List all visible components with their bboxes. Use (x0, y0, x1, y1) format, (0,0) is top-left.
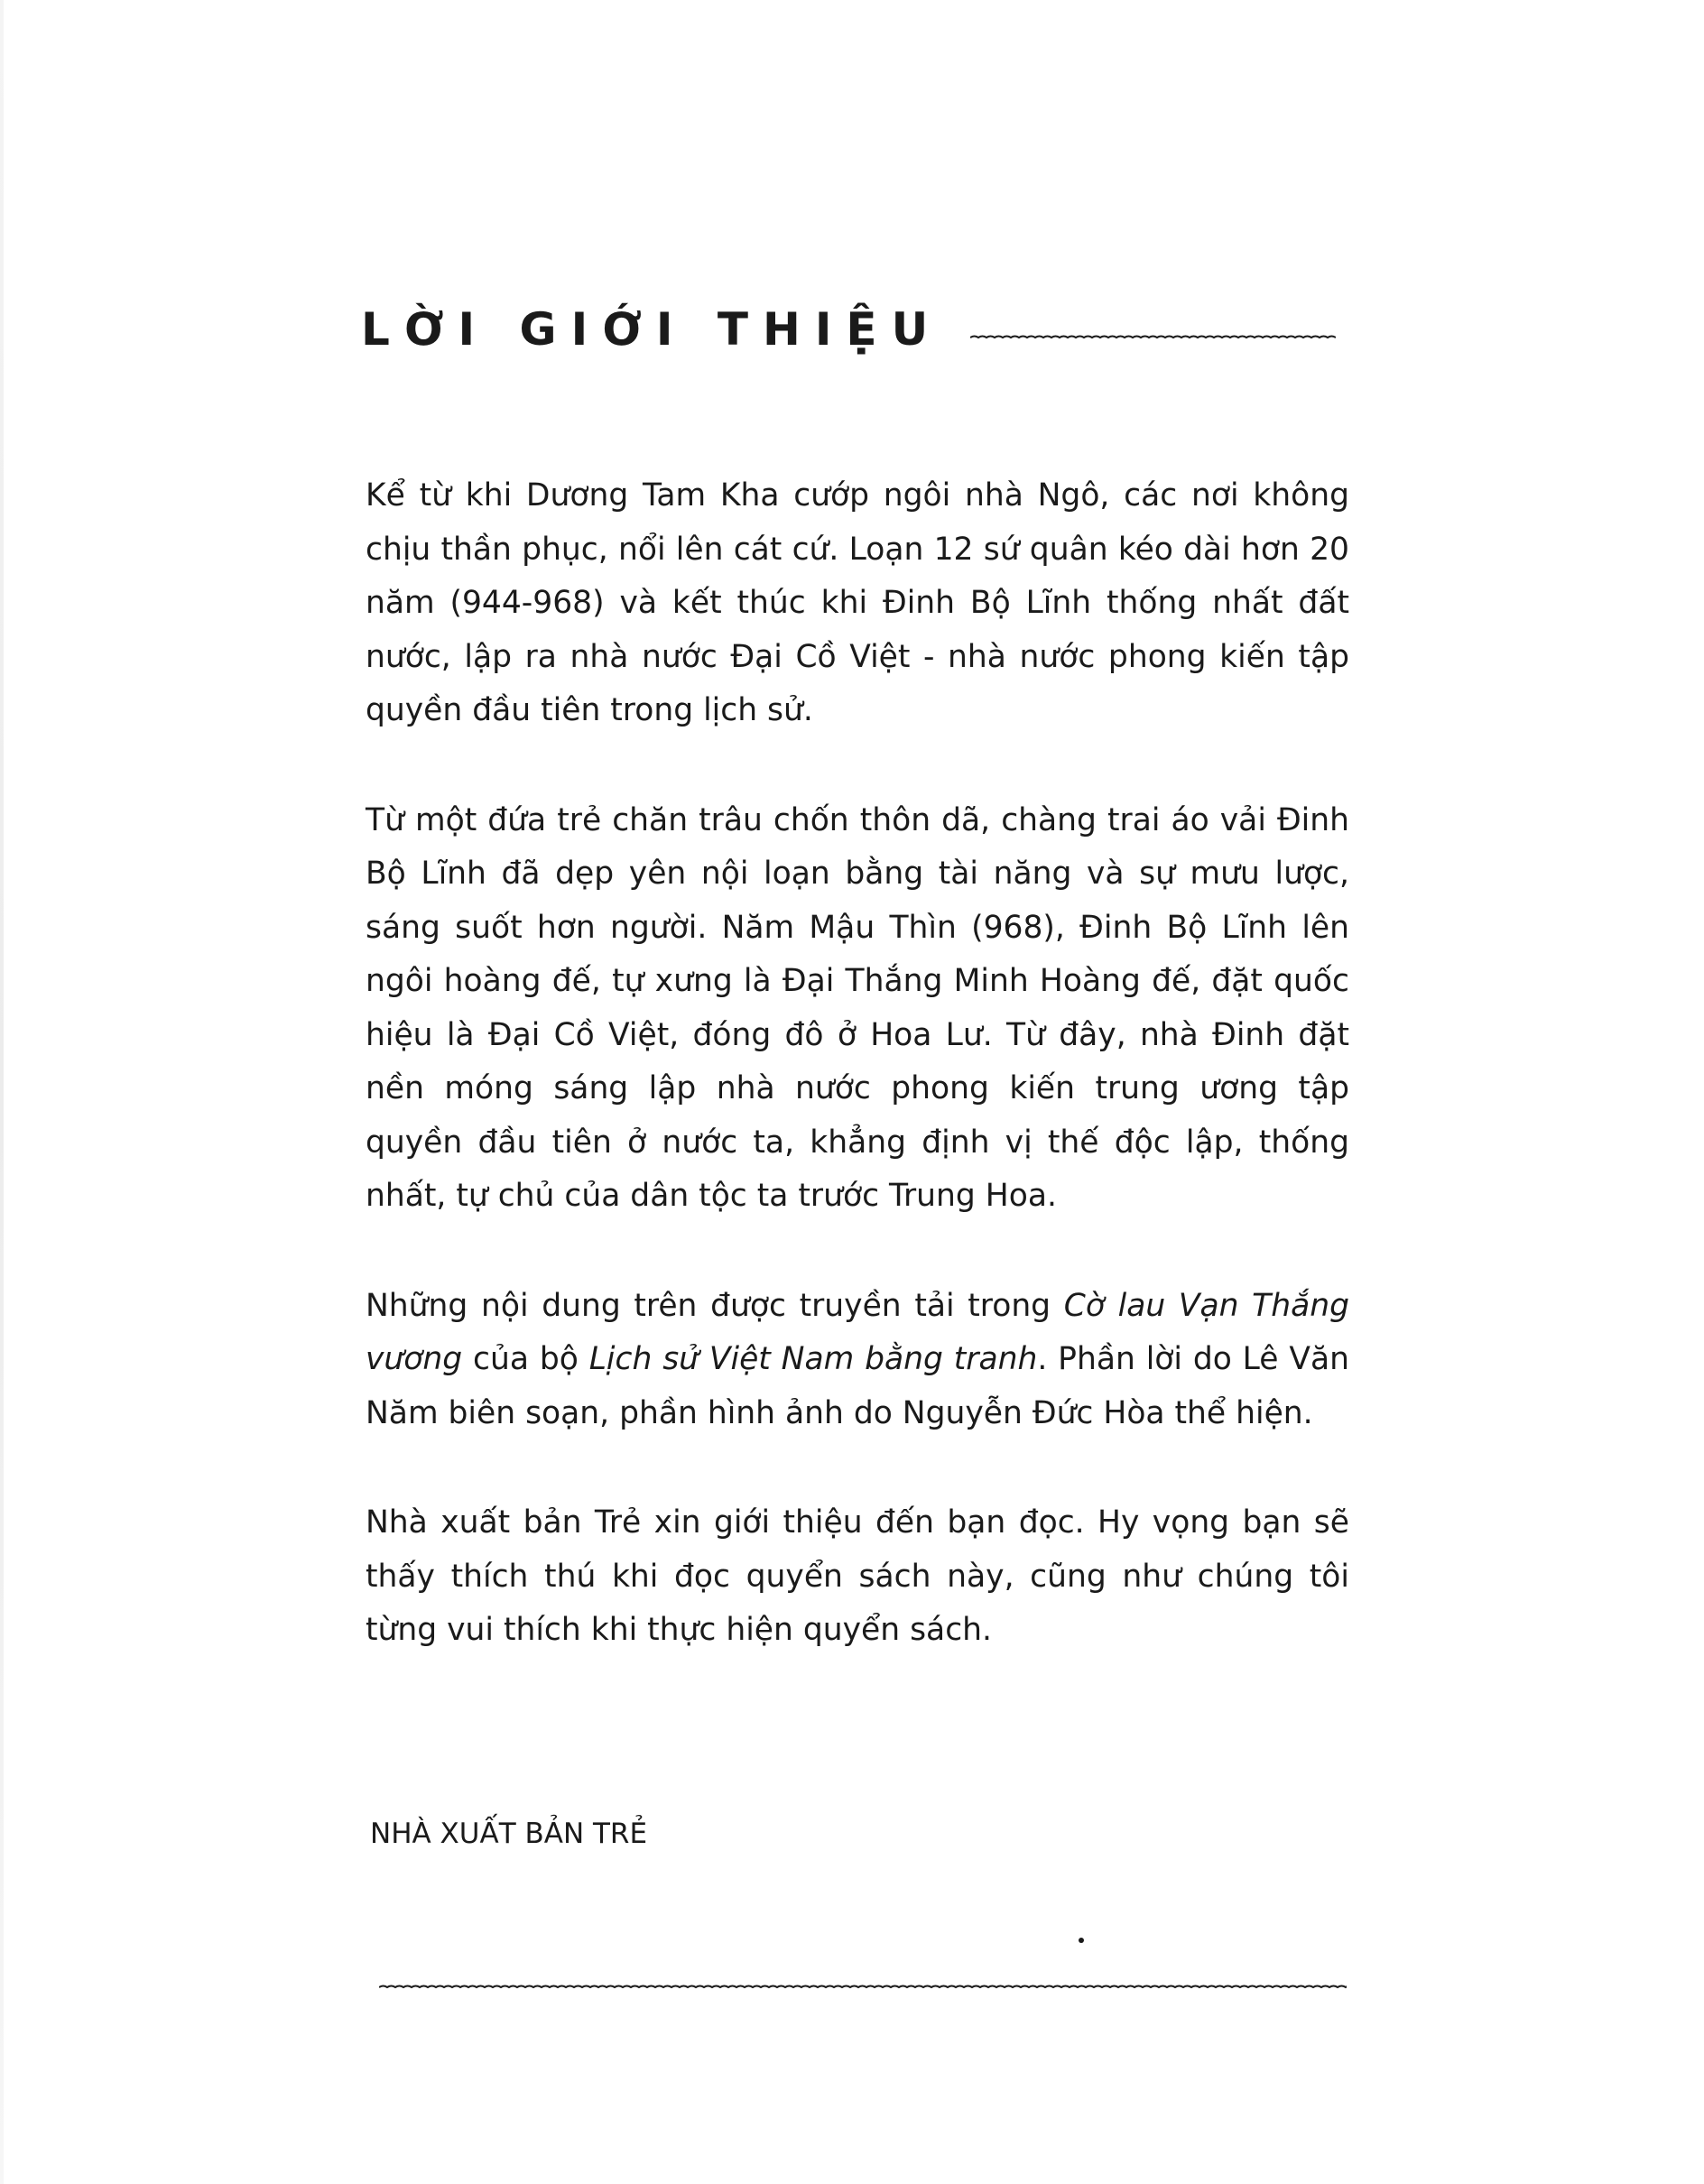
paragraph-3-part-3: . Phần lời do Lê Văn Năm biên soạn, phần hình ảnh do Nguyễn Đức Hòa thể hiện. (366, 1341, 1349, 1431)
page-title: LỜI GIỚI THIỆU (361, 303, 943, 356)
series-title-italic: Lịch sử Việt Nam bằng tranh (588, 1341, 1038, 1377)
wavy-divider-bottom (379, 1982, 1347, 1993)
stray-dot (1079, 1938, 1084, 1943)
paragraph-3 (366, 1280, 1349, 1441)
paragraph-1: Kể từ khi Dương Tam Kha cướp ngôi nhà Ngô, các nơi không chịu thần phục, nổi lên cát cứ. Loạn 12 sứ quân kéo dài hơn 20 năm (944-968) và kết thúc khi Đinh Bộ Lĩnh thống nhất đất nước, lập ra nhà nước Đại Cồ Việt - nhà nước phong kiến tập quyền đầu tiên trong lịch sử. (366, 477, 1349, 728)
paragraph-3-part-2: của bộ (462, 1341, 589, 1377)
paragraph-3-part-1: Những nội dung trên được truyền tải trong (366, 1287, 1064, 1324)
paragraph-4: Nhà xuất bản Trẻ xin giới thiệu đến bạn đọc. Hy vọng bạn sẽ thấy thích thú khi đọc quyển sách này, cũng như chúng tôi từng vui thích khi thực hiện quyển sách. (366, 1504, 1349, 1648)
wavy-divider-top (970, 332, 1336, 343)
publisher-signature: NHÀ XUẤT BẢN TRẺ (370, 1818, 648, 1850)
scan-edge (0, 0, 4, 2184)
paragraph-2: Từ một đứa trẻ chăn trâu chốn thôn dã, chàng trai áo vải Đinh Bộ Lĩnh đã dẹp yên nội loạn bằng tài năng và sự mưu lược, sáng suốt hơn người. Năm Mậu Thìn (968), Đinh Bộ Lĩnh lên ngôi hoàng đế, tự xưng là Đại Thắng Minh Hoàng đế, đặt quốc hiệu là Đại Cồ Việt, đóng đô ở Hoa Lư. Từ đây, nhà Đinh đặt nền móng sáng lập nhà nước phong kiến trung ương tập quyền đầu tiên ở nước ta, khẳng định vị thế độc lập, thống nhất, tự chủ của dân tộc ta trước Trung Hoa. (366, 801, 1349, 1214)
body-text (366, 469, 1349, 1714)
book-title-italic: Cờ lau Vạn Thắng vương (366, 1287, 1349, 1377)
heading-row (361, 298, 1345, 370)
